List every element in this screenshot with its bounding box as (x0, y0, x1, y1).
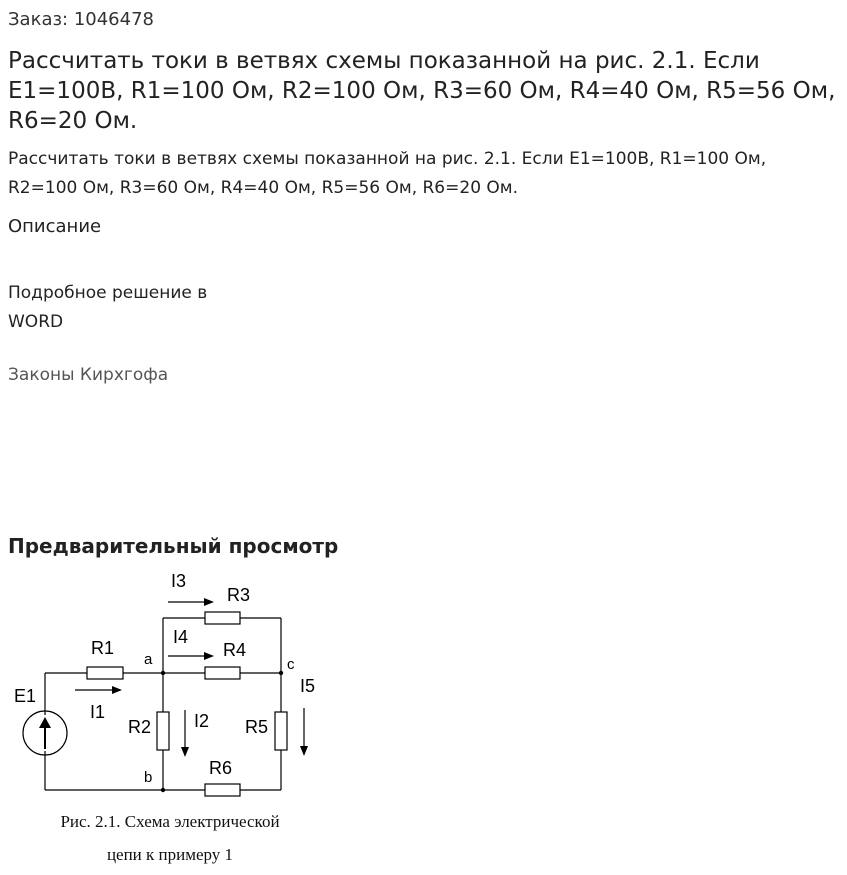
figure-caption-line2: цепи к примеру 1 (106, 845, 234, 864)
label-r2: R2 (128, 717, 152, 737)
label-i1: I1 (90, 702, 106, 722)
solution-text: Подробное решение в WORD (8, 283, 208, 332)
label-r3: R3 (227, 585, 251, 605)
preview-heading: Предварительный просмотр (8, 534, 339, 558)
label-node-c: c (287, 656, 295, 673)
arrow-i5-icon (300, 746, 308, 756)
kirchhoff-laws-link[interactable]: Законы Кирхгофа (8, 365, 169, 385)
label-i5: I5 (300, 676, 316, 696)
node-b (161, 788, 165, 792)
resistor-r6 (205, 784, 240, 796)
page-title: Рассчитать токи в ветвях схемы показанной на рис. 2.1. Если E1=100В, R1=100 Ом, R2=100 Ом, R3=60 Ом, R4=40 Ом, R5=56 Ом, R6=20 Ом. (8, 48, 836, 134)
label-r4: R4 (223, 640, 247, 660)
label-node-b: b (144, 769, 153, 786)
figure-caption-line1: Рис. 2.1. Схема электрической (60, 812, 280, 831)
node-a (161, 671, 165, 675)
node-c (279, 671, 283, 675)
label-r6: R6 (209, 758, 233, 778)
resistor-r1 (87, 667, 123, 679)
arrow-i4-icon (204, 652, 214, 660)
label-r5: R5 (245, 717, 269, 737)
resistor-r3 (205, 612, 240, 624)
arrow-i2-icon (181, 747, 189, 757)
label-i4: I4 (173, 627, 189, 647)
description-text: Рассчитать токи в ветвях схемы показанной на рис. 2.1. Если E1=100В, R1=100 Ом, R2=100 Ом, R3=60 Ом, R4=40 Ом, R5=56 Ом, R6=20 Ом. (8, 149, 767, 198)
circuit-diagram (0, 565, 330, 810)
resistor-r2 (157, 712, 169, 750)
label-node-a: a (144, 651, 153, 668)
order-number: Заказ: 1046478 (8, 9, 154, 30)
resistor-r4 (205, 667, 240, 679)
label-i3: I3 (171, 571, 187, 591)
label-e1: E1 (14, 686, 37, 706)
description-label: Описание (8, 216, 102, 237)
arrow-i1-icon (112, 686, 122, 694)
label-i2: I2 (194, 711, 210, 731)
label-r1: R1 (91, 638, 115, 658)
arrow-i3-icon (204, 598, 214, 606)
source-arrow-icon (39, 717, 51, 728)
resistor-r5 (275, 712, 287, 750)
